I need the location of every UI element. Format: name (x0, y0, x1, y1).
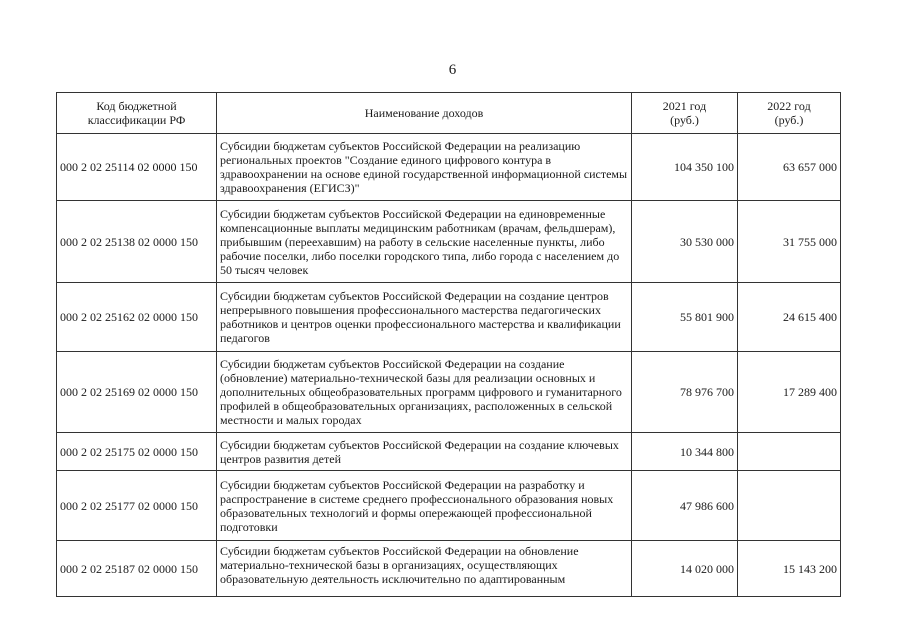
table-row (57, 352, 841, 433)
income-name-cell: Субсидии бюджетам субъектов Российской Федерации на создание центров непрерывного повышения профессионального мастерства педагогических работников и центров оценки профессионального мастерства и квалификации педагогов (217, 283, 632, 352)
table-header-row (57, 93, 841, 134)
amount-2021-cell: 47 986 600 (632, 471, 738, 541)
budget-code-cell: 000 2 02 25169 02 0000 150 (57, 352, 217, 433)
budget-code-cell: 000 2 02 25175 02 0000 150 (57, 433, 217, 471)
table-row (57, 201, 841, 283)
header-income-name: Наименование доходов (217, 93, 632, 134)
amount-2021-cell: 78 976 700 (632, 352, 738, 433)
table-row (57, 433, 841, 471)
table-row (57, 134, 841, 201)
income-name-cell: Субсидии бюджетам субъектов Российской Федерации на создание (обновление) материально-технической базы для реализации основных и дополнительных общеобразовательных программ цифрового и гуманитарного профилей в общеобразовательных организациях, расположенных в сельской местности и малых городах (217, 352, 632, 433)
income-name-cell: Субсидии бюджетам субъектов Российской Федерации на создание ключевых центров развития детей (217, 433, 632, 471)
header-year-2022 (738, 93, 841, 134)
page-number: 6 (448, 62, 457, 78)
budget-code-cell: 000 2 02 25177 02 0000 150 (57, 471, 217, 541)
amount-2022-cell: 17 289 400 (738, 352, 841, 433)
header-budget-code-line2: классификации РФ (87, 113, 186, 127)
budget-code-cell: 000 2 02 25187 02 0000 150 (57, 541, 217, 597)
budget-code-cell: 000 2 02 25162 02 0000 150 (57, 283, 217, 352)
budget-code-cell: 000 2 02 25114 02 0000 150 (57, 134, 217, 201)
income-name-cell: Субсидии бюджетам субъектов Российской Федерации на обновление материально-технической базы в организациях, осуществляющих образовательную деятельность исключительно по адаптированным (217, 541, 632, 597)
header-year-2021-line1: 2021 год (662, 99, 707, 113)
header-budget-code (57, 93, 217, 134)
amount-2022-cell: 63 657 000 (738, 134, 841, 201)
amount-2021-cell: 30 530 000 (632, 201, 738, 283)
header-year-2022-line2: (руб.) (774, 113, 804, 127)
amount-2022-cell (738, 471, 841, 541)
amount-2021-cell: 10 344 800 (632, 433, 738, 471)
income-name-cell: Субсидии бюджетам субъектов Российской Федерации на единовременные компенсационные выплаты медицинским работникам (врачам, фельдшерам), прибывшим (переехавшим) на работу в сельские населенные пункты, либо рабочие поселки, либо поселки городского типа, либо города с населением до 50 тысяч человек (217, 201, 632, 283)
header-year-2022-line1: 2022 год (767, 99, 811, 113)
table-row (57, 471, 841, 541)
amount-2022-cell (738, 433, 841, 471)
budget-income-table (56, 92, 841, 597)
amount-2021-cell: 104 350 100 (632, 134, 738, 201)
amount-2021-cell: 14 020 000 (632, 541, 738, 597)
income-name-cell: Субсидии бюджетам субъектов Российской Федерации на реализацию региональных проектов "Создание единого цифрового контура в здравоохранении на основе единой государственной информационной системы здравоохранения (ЕГИСЗ)" (217, 134, 632, 201)
amount-2022-cell: 15 143 200 (738, 541, 841, 597)
budget-code-cell: 000 2 02 25138 02 0000 150 (57, 201, 217, 283)
amount-2021-cell: 55 801 900 (632, 283, 738, 352)
amount-2022-cell: 24 615 400 (738, 283, 841, 352)
income-name-cell: Субсидии бюджетам субъектов Российской Федерации на разработку и распространение в системе среднего профессионального образования новых образовательных технологий и формы опережающей профессиональной подготовки (217, 471, 632, 541)
header-budget-code-line1: Код бюджетной (96, 99, 177, 113)
amount-2022-cell: 31 755 000 (738, 201, 841, 283)
header-year-2021-line2: (руб.) (670, 113, 699, 127)
table-row (57, 541, 841, 597)
header-year-2021 (632, 93, 738, 134)
table-row (57, 283, 841, 352)
